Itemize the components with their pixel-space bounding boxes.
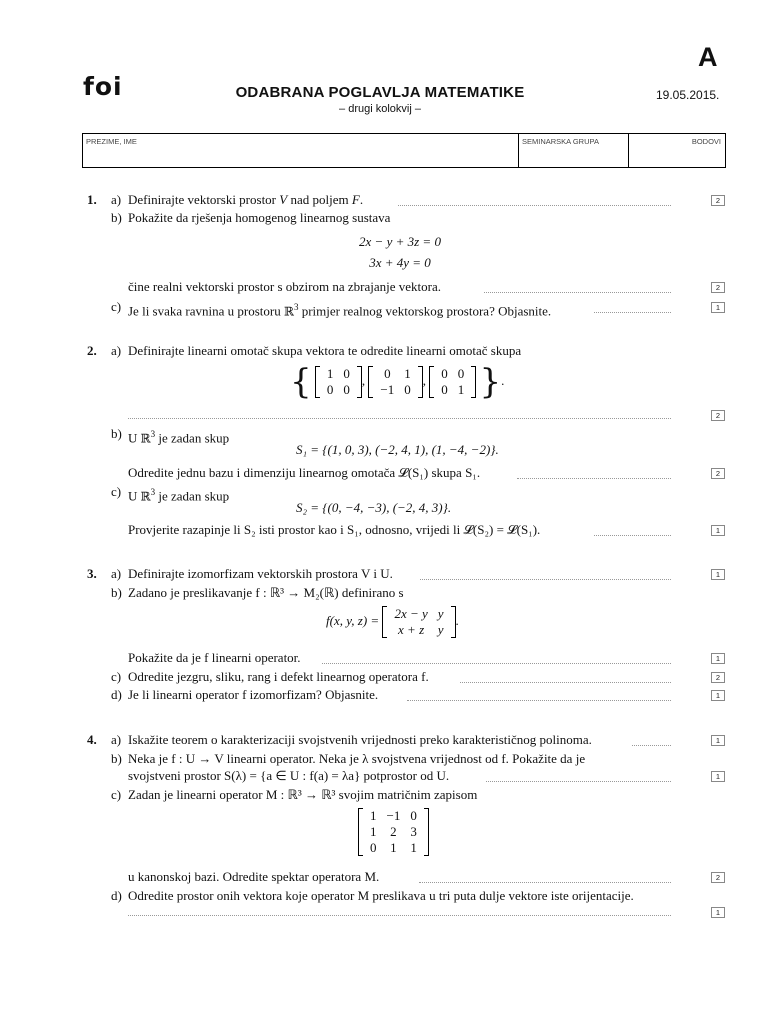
- m3-12: 0: [457, 366, 465, 381]
- q1a-points: 2: [711, 195, 725, 206]
- mm-22: 2: [390, 824, 397, 839]
- q2b-label: b): [111, 426, 122, 441]
- q3-f-matrix: [382, 606, 455, 638]
- mm-33: 1: [410, 840, 417, 855]
- q1c-text: [128, 299, 551, 319]
- q3a-dots: [420, 579, 671, 580]
- q4b-dots: [486, 781, 671, 782]
- q4b-points: 1: [711, 771, 725, 782]
- q3a-points: 1: [711, 569, 725, 580]
- exam-subtitle: [0, 103, 768, 115]
- q1a-F: F: [351, 192, 360, 207]
- mm-32: 1: [390, 840, 397, 855]
- q2c-text2: Provjerite razapinje li S₂ isti prostor kao i S₁, odnosno, vrijedi li 𝓛(S₂) = 𝓛(S₁).: [128, 522, 541, 537]
- foi-logo: foi: [83, 72, 123, 101]
- q1c-label: c): [111, 299, 122, 314]
- open-brace: {: [290, 362, 312, 402]
- q2-matrix-set: { 1 0 0 0 , 0 1 −1 0 , 0 0 0 1 }.: [290, 362, 505, 402]
- q4b-text2: svojstveni prostor S(λ) = {a ∈ U : f(a) = λa} potprostor od U.: [128, 768, 450, 783]
- q4c-text2: u kanonskoj bazi. Odredite spektar operatora M.: [128, 869, 380, 884]
- q2c-text-post: je zadan skup: [155, 488, 230, 504]
- exam-title: [0, 84, 768, 101]
- name-label: PREZIME, IME: [86, 137, 137, 146]
- q2c-points: 1: [711, 525, 725, 536]
- q1c-exp: 3: [293, 302, 299, 312]
- mm-21: 1: [370, 824, 377, 839]
- m2-11: 0: [384, 366, 391, 381]
- q1-equation-1: 2x − y + 3z = 0: [359, 234, 441, 249]
- group-label: SEMINARSKA GRUPA: [522, 137, 599, 146]
- q1a-text: [128, 192, 363, 208]
- fm-22: y: [437, 622, 444, 637]
- q4c-dots: [419, 882, 671, 883]
- q4c-label: c): [111, 787, 122, 802]
- q4b-text: Neka je f : U → V linearni operator. Neka je λ svojstvena vrijednost od f. Pokažite da je: [128, 751, 586, 766]
- matrix-3: [429, 366, 476, 398]
- q2a-label: a): [111, 343, 122, 358]
- points-label: BODOVI: [691, 137, 721, 146]
- group-field[interactable]: [519, 134, 629, 167]
- q1c-text-pre: Je li svaka ravnina u prostoru: [128, 303, 284, 319]
- q3b-points: 1: [711, 653, 725, 664]
- q3c-dots: [460, 682, 671, 683]
- q2a-points: 2: [711, 410, 725, 421]
- q3d-dots: [407, 700, 671, 701]
- q2c-label: c): [111, 484, 122, 499]
- q2c-text: [128, 484, 229, 504]
- q1-number: 1.: [87, 192, 97, 207]
- q3b-text2: Pokažite da je f linearni operator.: [128, 650, 301, 665]
- q3c-label: c): [111, 669, 122, 684]
- q2b-text-pre: U: [128, 430, 141, 446]
- q2a-text: Definirajte linearni omotač skupa vektora te odredite linearni omotač skupa: [128, 343, 522, 358]
- q1a-end: .: [359, 192, 364, 207]
- q1b-text2: čine realni vektorski prostor s obzirom na zbrajanje vektora.: [128, 279, 441, 294]
- q4c-text: Zadan je linearni operator M : ℝ³ → ℝ³ svojim matričnim zapisom: [128, 787, 478, 802]
- q3d-points: 1: [711, 690, 725, 701]
- points-field[interactable]: [629, 134, 725, 167]
- q3b-label: b): [111, 585, 122, 600]
- name-field[interactable]: [83, 134, 519, 167]
- q4a-text: Iskažite teorem o karakterizaciji svojstvenih vrijednosti preko karakterističnog polinoma.: [128, 732, 592, 747]
- q2b-dots: [517, 478, 671, 479]
- m1-22: 0: [343, 382, 350, 397]
- q2b-text: [128, 426, 229, 446]
- matrix-M: [358, 808, 429, 856]
- fm-21: x + z: [398, 622, 425, 637]
- q1a-dots: [398, 205, 671, 206]
- mm-11: 1: [370, 808, 377, 823]
- exam-subtitle-text: – drugi kolokvij –: [339, 103, 421, 115]
- mm-13: 0: [410, 808, 417, 823]
- q4d-points: 1: [711, 907, 725, 918]
- m2-22: 0: [404, 382, 411, 397]
- q2-number: 2.: [87, 343, 97, 358]
- fm-11: 2x − y: [394, 606, 428, 621]
- q2-set-s1: S₁ = {(1, 0, 3), (−2, 4, 1), (1, −4, −2)}.: [296, 442, 499, 457]
- q4d-dots: [128, 915, 671, 916]
- m2-12: 1: [404, 366, 411, 381]
- q2c-exp: 3: [150, 487, 156, 497]
- q3-number: 3.: [87, 566, 97, 581]
- q1a-label: a): [111, 192, 122, 207]
- q4b-label: b): [111, 751, 122, 766]
- q1b-dots: [484, 292, 671, 293]
- m3-22: 1: [457, 382, 465, 397]
- q4c-points: 2: [711, 872, 725, 883]
- exam-date: 19.05.2015.: [656, 88, 720, 102]
- q4-number: 4.: [87, 732, 97, 747]
- q1c-text-post: primjer realnog vektorskog prostora? Objasnite.: [298, 303, 552, 319]
- q2a-dots: [128, 418, 671, 419]
- q3d-label: d): [111, 687, 122, 702]
- exam-title-text: ODABRANA POGLAVLJA MATEMATIKE: [235, 84, 525, 101]
- m1-12: 0: [343, 366, 350, 381]
- fm-12: y: [437, 606, 444, 621]
- q1b-points: 2: [711, 282, 725, 293]
- q1c-R: ℝ: [283, 304, 294, 319]
- m1-11: 1: [326, 366, 334, 381]
- q1b-label: b): [111, 210, 122, 225]
- q1c-points: 1: [711, 302, 725, 313]
- q3c-text: Odredite jezgru, sliku, rang i defekt linearnog operatora f.: [128, 669, 429, 684]
- q2b-text2: Odredite jednu bazu i dimenziju linearnog omotača 𝓛(S₁) skupa S₁.: [128, 465, 481, 480]
- m3-21: 0: [441, 382, 448, 397]
- q4a-dots: [632, 745, 671, 746]
- mm-12: −1: [386, 808, 401, 823]
- m2-21: −1: [380, 382, 395, 397]
- q4d-text: Odredite prostor onih vektora koje operator M preslikava u tri puta dulje vektore iste orijentacije.: [128, 888, 634, 903]
- q4-matrix-M: [358, 808, 429, 856]
- q2b-R: ℝ: [140, 431, 151, 446]
- matrix-1: [315, 366, 362, 398]
- q4a-points: 1: [711, 735, 725, 746]
- q3b-text: Zadano je preslikavanje f : ℝ³ → M₂(ℝ) definirano s: [128, 585, 404, 600]
- q3-f-lhs: f(x, y, z) =: [326, 612, 380, 628]
- close-brace: }: [479, 362, 502, 402]
- m1-21: 0: [326, 382, 334, 397]
- q2c-text-pre: U: [128, 488, 141, 504]
- q1a-V: V: [279, 192, 288, 207]
- q1-equation-2: 3x + 4y = 0: [369, 255, 431, 270]
- mm-23: 3: [410, 824, 417, 839]
- q3b-dots: [322, 663, 671, 664]
- q2c-dots: [594, 535, 671, 536]
- q3a-label: a): [111, 566, 122, 581]
- q1c-dots: [594, 312, 671, 313]
- q2b-exp: 3: [150, 429, 156, 439]
- q1a-text-pre: Definirajte vektorski prostor: [128, 192, 280, 207]
- q2b-points: 2: [711, 468, 725, 479]
- q2b-text-post: je zadan skup: [155, 430, 230, 446]
- q3a-text: Definirajte izomorfizam vektorskih prostora V i U.: [128, 566, 393, 581]
- mm-31: 0: [370, 840, 377, 855]
- q1a-mid: nad poljem: [287, 192, 352, 207]
- student-info-box: [82, 133, 726, 168]
- q2c-R: ℝ: [140, 489, 151, 504]
- exam-variant: A: [698, 42, 718, 72]
- matrix-2: [368, 366, 422, 398]
- q4d-label: d): [111, 888, 122, 903]
- q2-set-s2: S₂ = {(0, −4, −3), (−2, 4, 3)}.: [296, 500, 452, 515]
- q3-function-def: f(x, y, z) = 2x − y y x + z y .: [326, 606, 459, 637]
- m3-11: 0: [441, 366, 448, 381]
- q3c-points: 2: [711, 672, 725, 683]
- q4a-label: a): [111, 732, 122, 747]
- q1b-text: Pokažite da rješenja homogenog linearnog sustava: [128, 210, 391, 225]
- q3d-text: Je li linearni operator f izomorfizam? Objasnite.: [128, 687, 379, 702]
